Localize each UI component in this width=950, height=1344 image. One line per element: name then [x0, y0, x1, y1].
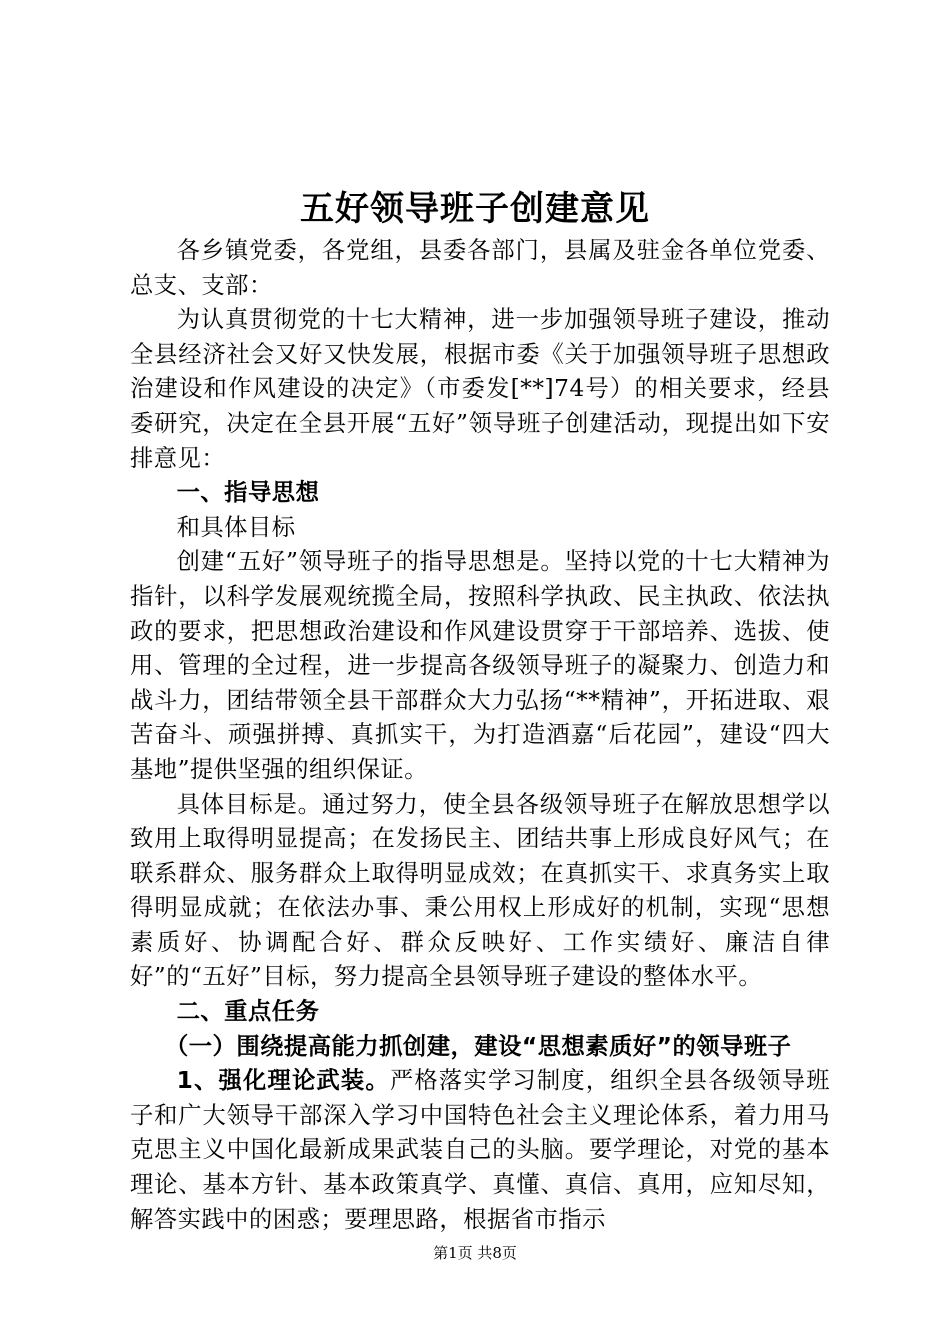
- document-body: [130, 234, 830, 1237]
- section-2-heading: 二、重点任务: [176, 998, 320, 1026]
- guiding-thought-paragraph: 创建“五好”领导班子的指导思想是。坚持以党的十七大精神为指针，以科学发展观统揽全局，按照科学执政、民主执政、依法执政的要求，把思想政治建设和作风建设贯穿于干部培养、选拔、使用、管理的全过程，进一步提高各级领导班子的凝聚力、创造力和战斗力，团结带领全县干部群众大力弘扬“**精神”，开拓进取、艰苦奋斗、顽强拼搏、真抓实干，为打造酒嘉“后花园”，建设“四大基地”提供坚强的组织保证。: [130, 548, 830, 783]
- item-1-lead: 1、强化理论武装。: [176, 1067, 390, 1095]
- intro-paragraph: 为认真贯彻党的十七大精神，进一步加强领导班子建设，推动全县经济社会又好又快发展，根据市委《关于加强领导班子思想政治建设和作风建设的决定》（市委发[**]74号）的相关要求，经县委研究，决定在全县开展“五好”领导班子创建活动，现提出如下安排意见：: [130, 306, 830, 472]
- section-1-heading: 一、指导思想: [176, 479, 320, 507]
- subsection-1-heading: （一）围绕提高能力抓创建，建设“思想素质好”的领导班子: [164, 1032, 792, 1060]
- section-1-heading-continuation: 和具体目标: [176, 513, 296, 541]
- salutation-paragraph: 各乡镇党委，各党组，县委各部门，县属及驻金各单位党委、总支、支部：: [130, 237, 830, 299]
- document-title: 五好领导班子创建意见: [300, 189, 650, 229]
- goals-paragraph: 具体目标是。通过努力，使全县各级领导班子在解放思想学以致用上取得明显提高；在发扬民主、团结共事上形成良好风气；在联系群众、服务群众上取得明显成效；在真抓实干、求真务实上取得明显成就；在依法办事、秉公用权上形成好的机制，实现“思想素质好、协调配合好、群众反映好、工作实绩好、廉洁自律好”的“五好”目标，努力提高全县领导班子建设的整体水平。: [130, 790, 830, 991]
- item-1-text: 严格落实学习制度，组织全县各级领导班子和广大领导干部深入学习中国特色社会主义理论体系，着力用马克思主义中国化最新成果武装自己的头脑。要学理论，对党的基本理论、基本方针、基本政策真学、真懂、真信、真用，应知尽知，解答实践中的困惑；要理思路，根据省市指示: [130, 1067, 830, 1233]
- page-footer: 第1页 共8页: [433, 1244, 517, 1262]
- item-1-paragraph: [130, 1064, 830, 1237]
